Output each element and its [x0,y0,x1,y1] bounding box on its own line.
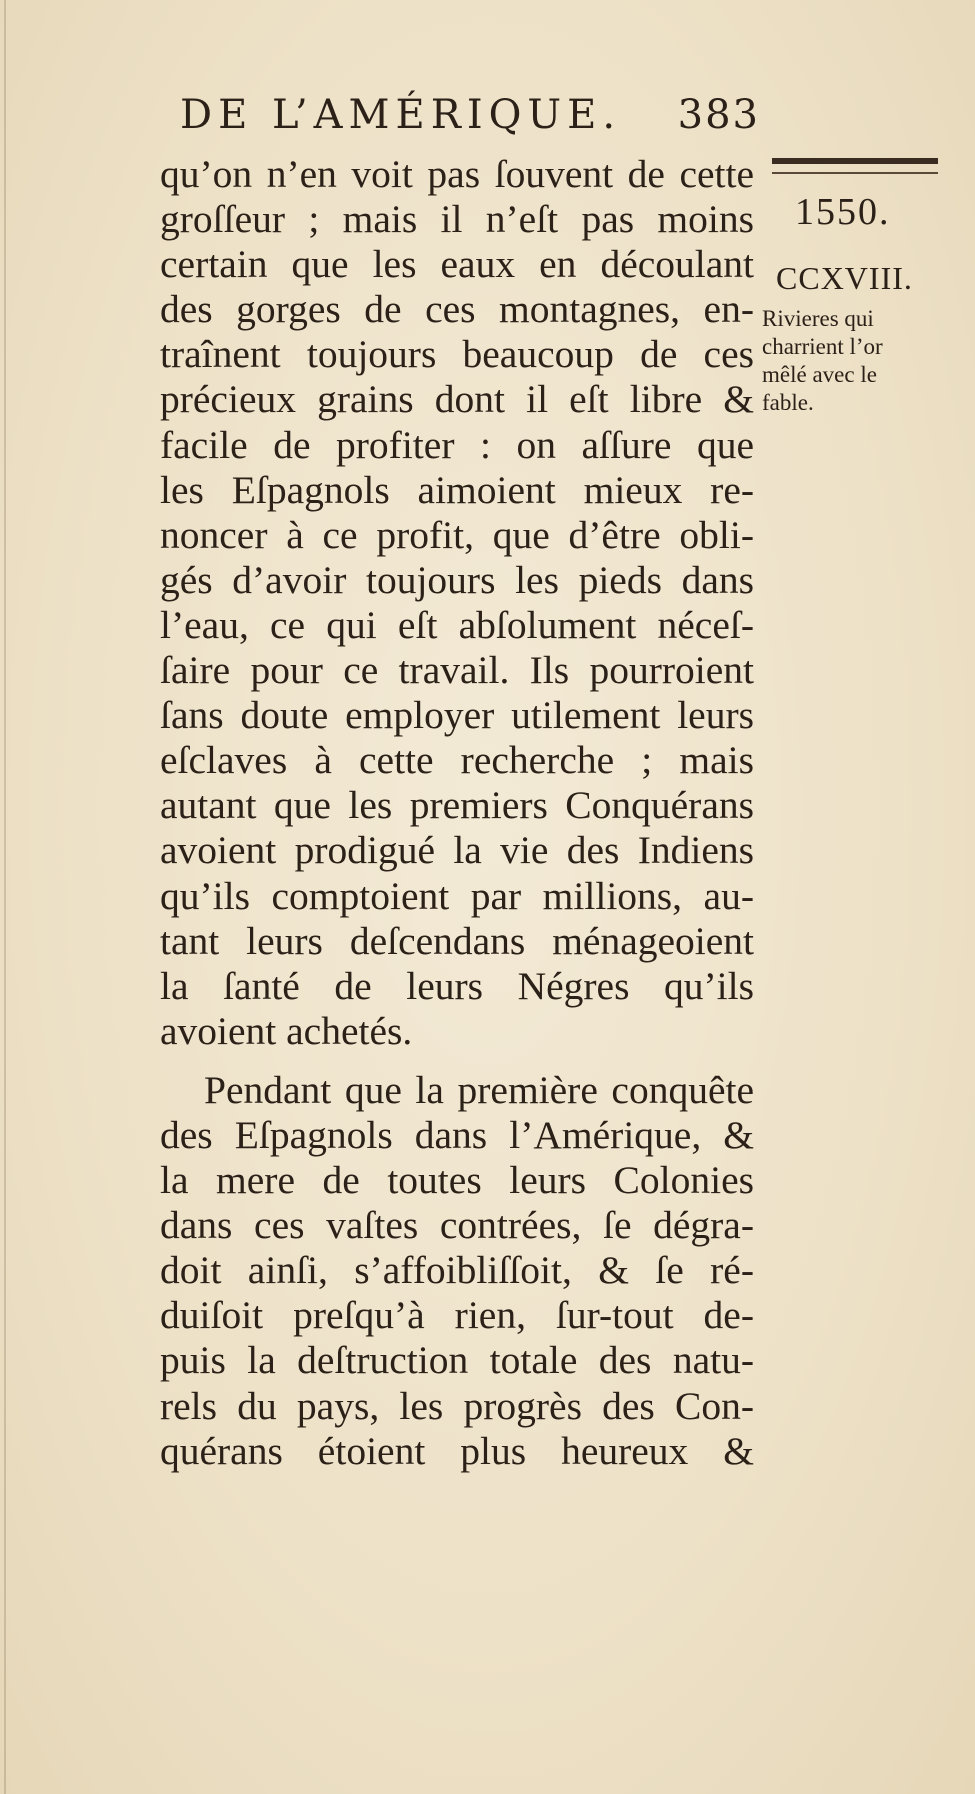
page-number: 383 [677,92,760,138]
text-line: qu’ils comptoient par millions, au- [160,873,754,918]
text-line: rels du pays, les progrès des Con- [160,1383,754,1428]
text-line: quérans étoient plus heureux & [160,1428,754,1473]
running-title: DE L’AMÉRIQUE. [180,92,622,138]
text-line: facile de profiter : on aſſure que [160,422,754,467]
margin-year: 1550. [795,191,891,233]
text-line: des gorges de ces montagnes, en- [160,287,754,332]
text-line: les Eſpagnols aimoient mieux re- [160,467,754,512]
text-line: la mere de toutes leurs Colonies [160,1158,754,1203]
page-fold-shadow [4,0,6,1794]
text-line: certain que les eaux en découlant [160,242,754,287]
text-line: précieux grains dont il eſt libre & [160,377,754,422]
margin-note-line: Rivieres qui [762,306,874,331]
text-line: autant que les premiers Conquérans [160,783,754,828]
text-line: traînent toujours beaucoup de ces [160,332,754,377]
text-line: eſclaves à cette recherche ; mais [160,738,754,783]
margin-note-line: fable. [762,390,814,415]
paragraph-break [160,1054,754,1068]
margin-rule-thin [772,172,938,174]
running-head [180,92,760,142]
text-line: avoient achetés. [160,1008,413,1053]
text-line: dans ces vaſtes contrées, ſe dégra- [160,1203,754,1248]
text-line: gés d’avoir toujours les pieds dans [160,557,754,602]
text-line: tant leurs deſcendans ménageoient [160,918,754,963]
text-line: puis la deſtruction totale des natu- [160,1338,754,1383]
text-line: des Eſpagnols dans l’Amérique, & [160,1112,754,1157]
text-line: ſans doute employer utilement leurs [160,693,754,738]
text-line: l’eau, ce qui eſt abſolument néceſ- [160,602,754,647]
text-line: doit ainſi, s’affoibliſſoit, & ſe ré- [160,1248,754,1293]
text-line: duiſoit preſqu’à rien, ſur-tout de- [160,1293,754,1338]
text-line: qu’on n’en voit pas ſouvent de cette [160,152,754,196]
margin-section-number: CCXVIII. [776,260,913,296]
text-line: la ſanté de leurs Négres qu’ils [160,963,754,1008]
body-text [160,152,754,1474]
text-line: ſaire pour ce travail. Ils pourroient [160,648,754,693]
margin-note-line: mêlé avec le [762,362,877,387]
text-line: noncer à ce profit, que d’être obli- [160,512,754,557]
margin-note-line: charrient l’or [762,334,883,359]
margin-rule [772,158,938,164]
margin-note [762,305,962,417]
text-line: Pendant que la première conquête [204,1067,754,1112]
text-line: groſſeur ; mais il n’eſt pas moins [160,197,754,242]
text-line: avoient prodigué la vie des Indiens [160,828,754,873]
